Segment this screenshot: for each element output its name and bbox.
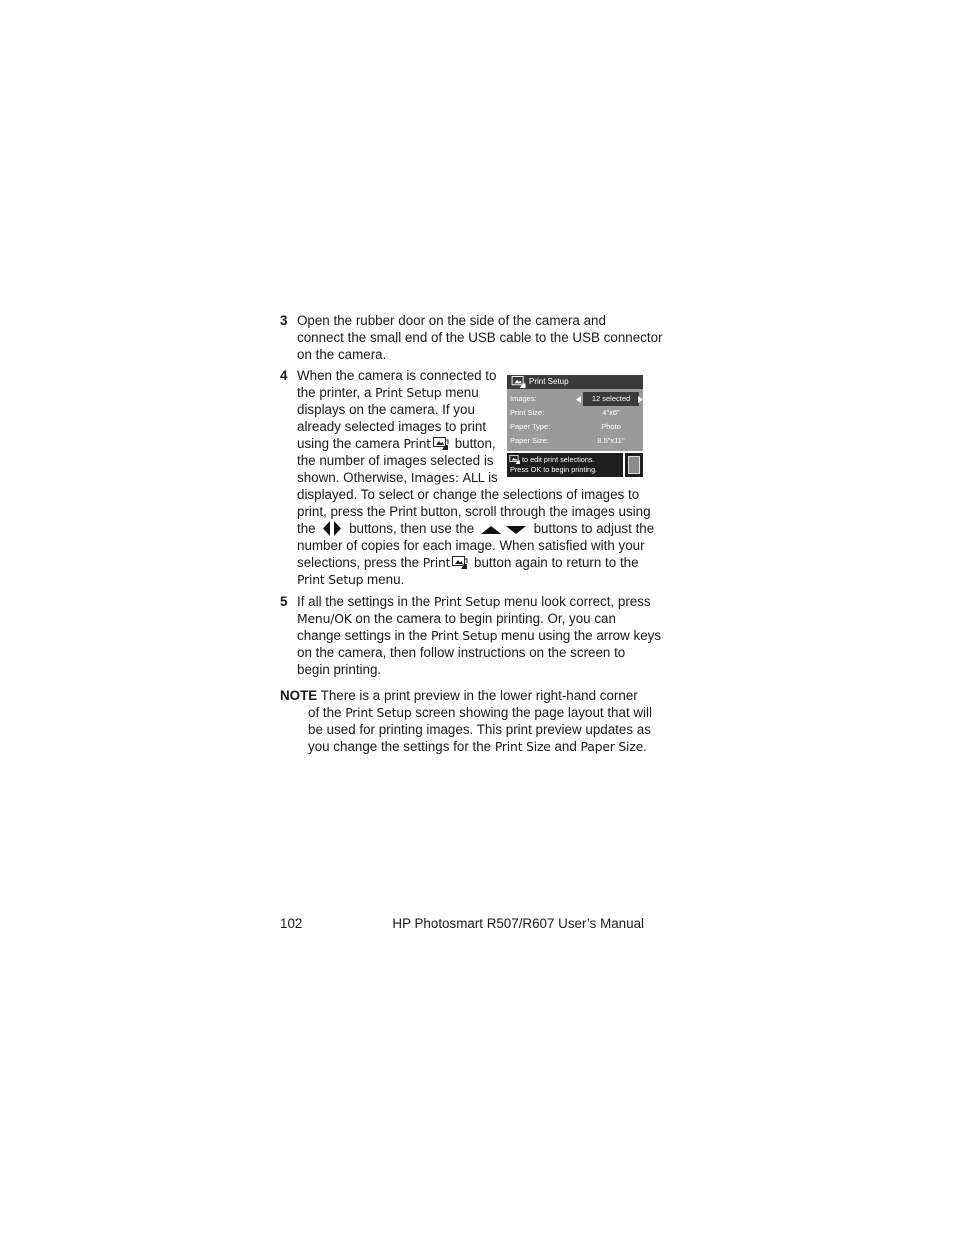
step-3-line-1: Open the rubber door on the side of the camera and (297, 313, 606, 328)
print-icon (433, 437, 449, 450)
note-line-1: NOTE There is a print preview in the lower right-hand corner (280, 688, 638, 703)
step-3-line-2: connect the small end of the USB cable to the USB connector (297, 330, 663, 345)
step-4-line-3: displays on the camera. If you (297, 402, 475, 417)
paper-size-term: Paper Size (580, 739, 644, 754)
print-setup-term: Print Setup (375, 385, 442, 400)
print-setup-term: Print Setup (297, 572, 364, 587)
up-down-arrows-icon (480, 524, 528, 536)
step-5-line-5: begin printing. (297, 662, 382, 677)
left-right-arrows-icon (321, 521, 343, 536)
step-3-line-3: on the camera. (297, 347, 387, 362)
screen-hint: to edit print selections. Press OK to begin printing. (507, 453, 623, 477)
step-4-line-13: Print Setup menu. (297, 572, 405, 587)
screen-settings (507, 389, 643, 451)
print-setup-term: Print Setup (433, 594, 501, 609)
print-preview-thumbnail (625, 453, 643, 477)
print-term: Print (422, 555, 451, 570)
note-label: NOTE (280, 688, 318, 703)
step-4-line-8: displayed. To select or change the selections of images to (297, 487, 640, 502)
images-all-term: Images: ALL (410, 470, 485, 485)
screen-row-images: Images: 12 selected (507, 392, 643, 406)
print-icon (511, 376, 527, 388)
step-4-line-10: the buttons, then use the buttons to adjust the (297, 521, 655, 536)
step-4-line-11: number of copies for each image. When satisfied with your (297, 538, 645, 553)
screen-row-paper-size: Paper Size: 8.5"x11" (510, 436, 625, 445)
screen-title: Print Setup (529, 377, 569, 386)
note-line-3: be used for printing images. This print preview updates as (308, 722, 651, 737)
step-5-line-3: change settings in the Print Setup menu using the arrow keys (297, 628, 662, 643)
print-setup-term: Print Setup (345, 705, 412, 720)
print-term: Print (403, 436, 431, 451)
step-5-line-2: Menu/OK on the camera to begin printing. Or, you can (297, 611, 616, 626)
step-3-number: 3 (280, 313, 288, 328)
camera-print-setup-screen (507, 375, 643, 477)
screen-row-print-size: Print Size: 4"x6" (510, 408, 620, 417)
step-5-line-1: If all the settings in the Print Setup menu look correct, press (297, 594, 651, 609)
print-icon (452, 556, 468, 569)
print-setup-term: Print Setup (431, 628, 498, 643)
step-4-line-6: the number of images selected is (297, 453, 494, 468)
step-4-number: 4 (280, 368, 288, 383)
step-4-line-1: When the camera is connected to (297, 368, 497, 383)
manual-title: HP Photosmart R507/R607 User’s Manual (392, 916, 644, 931)
step-4-line-4: already selected images to print (297, 419, 487, 434)
menu-ok-term: Menu/OK (297, 611, 352, 626)
page-number: 102 (280, 916, 303, 931)
step-4-line-7: shown. Otherwise, Images: ALL is (297, 470, 498, 485)
step-4-line-5: using the camera Print button, (297, 436, 496, 451)
step-5-line-4: on the camera, then follow instructions on the screen to (297, 645, 626, 660)
screen-row-paper-type: Paper Type: Photo (510, 422, 621, 431)
note-line-2: of the Print Setup screen showing the page layout that will (308, 705, 652, 720)
note-line-4: you change the settings for the Print Size and Paper Size. (308, 739, 647, 754)
step-4-line-12: selections, press the Print button again to return to the (297, 555, 639, 570)
step-4-line-9: print, press the Print button, scroll through the images using (297, 504, 651, 519)
left-arrow-icon (576, 396, 581, 403)
screen-header (507, 375, 643, 389)
step-4-line-2: the printer, a Print Setup menu (297, 385, 479, 400)
step-5-number: 5 (280, 594, 288, 609)
print-size-term: Print Size (494, 739, 551, 754)
right-arrow-icon (638, 396, 643, 403)
print-icon (509, 455, 521, 464)
